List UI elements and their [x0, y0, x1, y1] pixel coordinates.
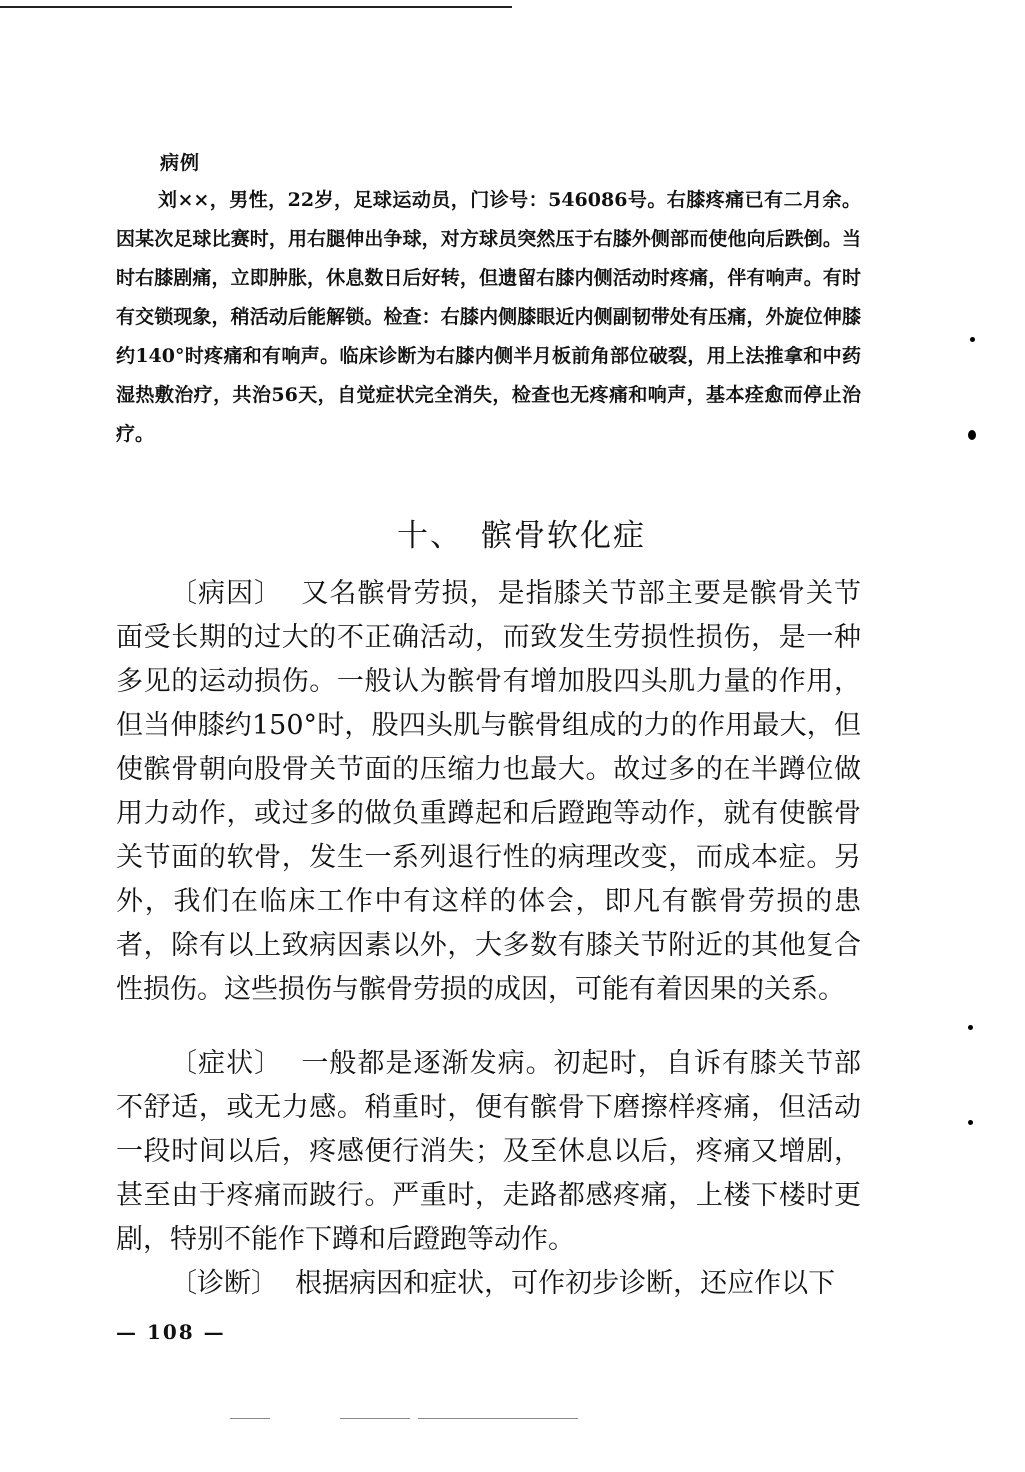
- scan-speck: [968, 430, 976, 440]
- cause-text: 又名髌骨劳损，是指膝关节部主要是髌骨关节面受长期的过大的不正确活动，而致发生劳损性损伤，是一种多见的运动损伤。一般认为髌骨有增加股四头肌力量的作用，但当伸膝约150°时，股四头肌与髌骨组成的力的作用最大，但使髌骨朝向股骨关节面的压缩力也最大。故过多的在半蹲位做用力动作，或过多的做负重蹲起和后蹬跑等动作，就有使髌骨关节面的软骨，发生一系列退行性的病理改变，而成本症。另外，我们在临床工作中有这样的体会，即凡有髌骨劳损的患者，除有以上致病因素以外，大多数有膝关节附近的其他复合性损伤。这些损伤与髌骨劳损的成因，可能有着因果的关系。: [116, 578, 862, 1005]
- diagnosis-text: 根据病因和症状，可作初步诊断，还应作以下: [295, 1268, 836, 1299]
- page-number: — 108 —: [116, 1320, 226, 1344]
- scan-speck: [968, 1120, 973, 1125]
- top-scan-rule: [0, 6, 512, 8]
- bottom-scan-rule: [418, 1418, 578, 1419]
- symptom-text: 一般都是逐渐发病。初起时，自诉有膝关节部不舒适，或无力感。稍重时，便有髌骨下磨擦样疼痛，但活动一段时间以后，疼感便行消失；及至休息以后，疼痛又增剧，甚至由于疼痛而跛行。严重时，走路都感疼痛，上楼下楼时更剧，特别不能作下蹲和后蹬跑等动作。: [116, 1048, 862, 1255]
- symptom-paragraph: [116, 1042, 861, 1262]
- case-heading: 病例: [160, 152, 201, 174]
- section-title-text: 髌骨软化症: [481, 518, 646, 554]
- scan-speck: [970, 337, 975, 342]
- cause-tag: 〔病因〕: [170, 578, 283, 609]
- section-number: 十、: [397, 518, 463, 554]
- diagnosis-paragraph: [116, 1262, 861, 1306]
- bottom-scan-rule: [230, 1418, 270, 1419]
- section-title: [0, 510, 1025, 555]
- bottom-scan-rule: [340, 1418, 410, 1419]
- cause-paragraph: [116, 572, 861, 1012]
- scan-speck: [968, 1025, 973, 1030]
- case-text: 刘××，男性，22岁，足球运动员，门诊号：546086号。右膝疼痛已有二月余。因某次足球比赛时，用右腿伸出争球，对方球员突然压于右膝外侧部而使他向后跌倒。当时右膝剧痛，立即肿胀，休息数日后好转，但遗留右膝内侧活动时疼痛，伴有响声。有时有交锁现象，稍活动后能解锁。检查：右膝内侧膝眼近内侧副韧带处有压痛，外旋位伸膝约140°时疼痛和有响声。临床诊断为右膝内侧半月板前角部位破裂，用上法推拿和中药湿热敷治疗，共治56天，自觉症状完全消失，检查也无疼痛和响声，基本痊愈而停止治疗。: [116, 189, 861, 445]
- symptom-tag: 〔症状〕: [170, 1048, 283, 1079]
- diagnosis-tag: 〔诊断〕: [170, 1268, 278, 1299]
